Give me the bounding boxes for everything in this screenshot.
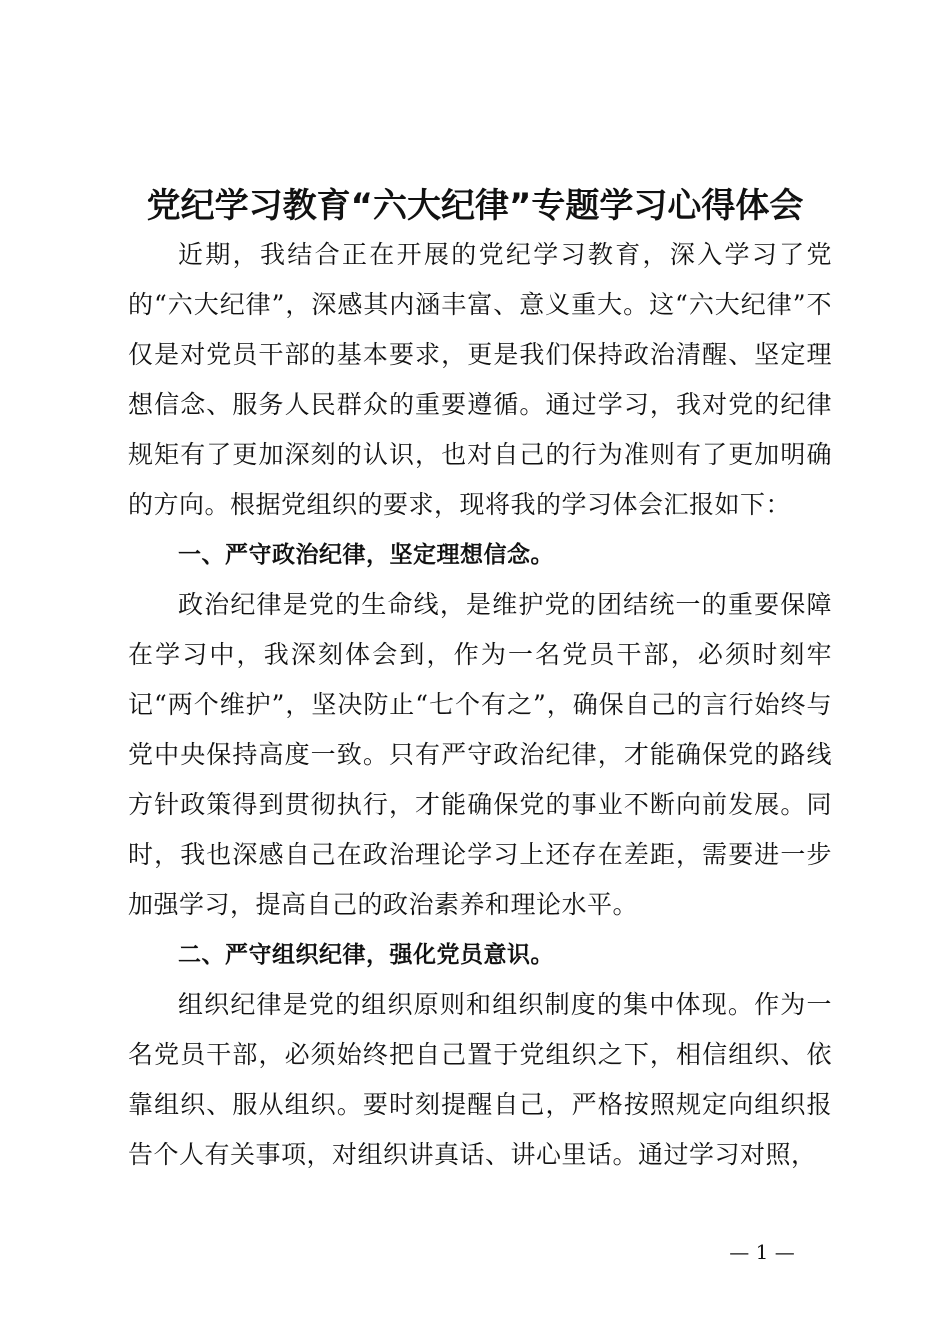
section-heading-2: 二、严守组织纪律，强化党员意识。 (178, 942, 554, 968)
document-title: 党纪学习教育“六大纪律”专题学习心得体会 (146, 186, 804, 226)
section-2-paragraph: 组织纪律是党的组织原则和组织制度的集中体现。作为一名党员干部，必须始终把自己置于党组织之下，相信组织、依靠组织、服从组织。要时刻提醒自己，严格按照规定向组织报告个人有关事项，对组织讲真话、讲心里话。通过学习对照， (128, 990, 832, 1169)
page-number: — 1 — (729, 1240, 795, 1264)
document-body (128, 230, 832, 1180)
section-1-paragraph: 政治纪律是党的生命线，是维护党的团结统一的重要保障在学习中，我深刻体会到，作为一名党员干部，必须时刻牢记“两个维护”，坚决防止“七个有之”，确保自己的言行始终与党中央保持高度一致。只有严守政治纪律，才能确保党的路线方针政策得到贯彻执行，才能确保党的事业不断向前发展。同时，我也深感自己在政治理论学习上还存在差距，需要进一步加强学习，提高自己的政治素养和理论水平。 (128, 590, 832, 919)
intro-paragraph: 近期，我结合正在开展的党纪学习教育，深入学习了党的“六大纪律”，深感其内涵丰富、意义重大。这“六大纪律”不仅是对党员干部的基本要求，更是我们保持政治清醒、坚定理想信念、服务人民群众的重要遵循。通过学习，我对党的纪律规矩有了更加深刻的认识，也对自己的行为准则有了更加明确的方向。根据党组织的要求，现将我的学习体会汇报如下： (128, 240, 832, 519)
section-heading-1: 一、严守政治纪律，坚定理想信念。 (178, 542, 554, 568)
